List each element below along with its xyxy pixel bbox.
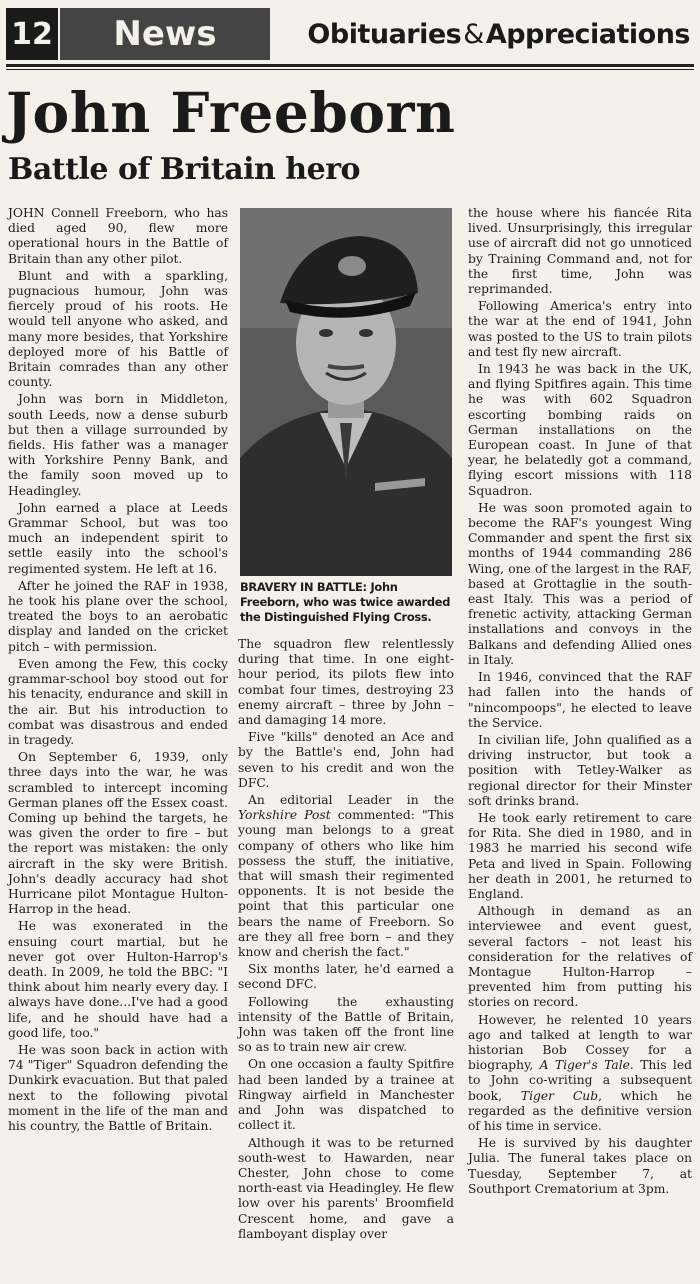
paragraph-text: An editorial Leader in the: [248, 793, 454, 808]
publication-name: Yorkshire Post: [238, 808, 331, 823]
article-column-1: [8, 206, 228, 1136]
paragraph: [468, 1013, 692, 1135]
caption-text: John Freeborn, who was twice awarded the Distinguished Flying Cross.: [240, 580, 451, 624]
portrait-photo: [240, 208, 452, 576]
paragraph-text: commented: "This young man belongs to a great company of others who like him possess the stuff, the initiative, that will smash their regimented opponents. It is not beside the point that this particular one bears the name of Freeborn. So are they all free born – and they know and cherish the fact.": [238, 808, 454, 960]
paragraph-text: , which he regarded as the definitive version of his time in service.: [468, 1088, 692, 1133]
paragraph: After he joined the RAF in 1938, he took his plane over the school, treated the boys to an aerobatic display and landed on the cricket pitch – with permission.: [8, 578, 228, 654]
paragraph: Although in demand as an interviewee and event guest, several factors – not least his consideration for the relatives of Montague Hulton-Harrop – prevented him from putting his stories on record.: [468, 904, 692, 1010]
masthead-rule-thin: [6, 69, 694, 70]
subsection-appreciations: Appreciations: [485, 18, 690, 50]
paragraph: He was soon back in action with 74 "Tiger" Squadron defending the Dunkirk evacuation. But that paled next to the following pivotal moment in the life of the man and his country, the Battle of Britain.: [8, 1042, 228, 1133]
paragraph: JOHN Connell Freeborn, who has died aged 90, flew more operational hours in the Battle of Britain than any other pilot.: [8, 206, 228, 266]
photo-caption: [240, 580, 454, 625]
masthead: [6, 8, 694, 60]
headline: John Freeborn: [6, 80, 456, 145]
paragraph: Following America's entry into the war at the end of 1941, John was posted to the US to train pilots and test fly new aircraft.: [468, 299, 692, 359]
article-column-2: [238, 637, 454, 1244]
subsection-ampersand: &: [463, 18, 484, 50]
masthead-rule: [6, 64, 694, 67]
paragraph-text: . This led to John co-writing a subsequent book,: [468, 1058, 692, 1103]
paragraph: On September 6, 1939, only three days into the war, he was scrambled to intercept incoming German planes off the Essex coast. Coming up behind the targets, he was given the order to fire – but the report was mistaken: the only aircraft in the sky were British. John's deadly accuracy had shot Hurricane pilot Montague Hulton-Harrop in the head.: [8, 750, 228, 917]
paragraph: Six months later, he'd earned a second DFC.: [238, 962, 454, 992]
paragraph: the house where his fiancée Rita lived. Unsurprisingly, this irregular use of aircraft did not go unnoticed by Training Command and, not for the first time, John was reprimanded.: [468, 206, 692, 297]
paragraph: [238, 793, 454, 960]
paragraph: In civilian life, John qualified as a driving instructor, but took a position with Tetley-Walker as regional director for their Minster soft drinks brand.: [468, 732, 692, 808]
paragraph: Following the exhausting intensity of the Battle of Britain, John was taken off the front line so as to train new air crew.: [238, 994, 454, 1055]
paragraph: John earned a place at Leeds Grammar School, but was too much an independent spirit to settle easily into the school's regimented system. He left at 16.: [8, 500, 228, 576]
paragraph: In 1946, convinced that the RAF had fallen into the hands of "nincompoops", he elected to leave the Service.: [468, 670, 692, 730]
section-label: News: [58, 8, 270, 60]
paragraph: John was born in Middleton, south Leeds, now a dense suburb but then a village surrounded by fields. His father was a manager with Yorkshire Penny Bank, and the family soon moved up to Headingley.: [8, 392, 228, 498]
book-title: A Tiger's Tale: [539, 1058, 630, 1073]
paragraph: The squadron flew relentlessly during that time. In one eight-hour period, its pilots flew into combat four times, destroying 23 enemy aircraft – three by John – and damaging 14 more.: [238, 637, 454, 728]
paragraph: He took early retirement to care for Rita. She died in 1980, and in 1983 he married his second wife Peta and lived in Spain. Following her death in 2001, he returned to England.: [468, 810, 692, 901]
paragraph: Although it was to be returned south-west to Hawarden, near Chester, John chose to come north-east via Headingley. He flew low over his parents' Broomfield Crescent home, and gave a flamboyant display over: [238, 1135, 454, 1241]
subsection-label: [270, 8, 694, 60]
paragraph: He was exonerated in the ensuing court martial, but he never got over Hulton-Harrop's death. In 2009, he told the BBC: "I think about him nearly every day. I always have done...I've had a good life, and he should have had a good life, too.": [8, 919, 228, 1040]
paragraph: In 1943 he was back in the UK, and flying Spitfires again. This time he was with 602 Squadron escorting bombing raids on German installations on the European coast. In June of that year, he belatedly got a command, flying escort missions with 118 Squadron.: [468, 362, 692, 498]
article-column-3: [468, 206, 692, 1199]
paragraph: Even among the Few, this cocky grammar-school boy stood out for his tenacity, endurance and skill in the air. But his introduction to combat was disastrous and ended in tragedy.: [8, 656, 228, 747]
pilot-portrait-icon: [240, 208, 452, 576]
paragraph: He was soon promoted again to become the RAF's youngest Wing Commander and spent the first six months of 1944 commanding 286 Wing, one of the largest in the RAF, based at Grottaglie in the south-east Italy. This was a period of frenetic activity, attacking German installations and convoys in the Balkans and defending Allied ones in Italy.: [468, 500, 692, 667]
paragraph-text: However, he relented 10 years ago and talked at length to war historian Bob Cossey for a biography,: [468, 1012, 692, 1073]
standfirst: Battle of Britain hero: [8, 152, 361, 187]
caption-lead: BRAVERY IN BATTLE:: [240, 580, 367, 594]
paragraph: Blunt and with a sparkling, pugnacious humour, John was fiercely proud of his roots. He would tell anyone who asked, and many more besides, that Yorkshire deployed more of his Battle of Britain comrades than any other county.: [8, 268, 228, 390]
paragraph: Five "kills" denoted an Ace and by the Battle's end, John had seven to his credit and won the DFC.: [238, 730, 454, 790]
page-number: 12: [6, 8, 58, 60]
subsection-obituaries: Obituaries: [307, 18, 462, 50]
book-title: Tiger Cub: [520, 1088, 599, 1103]
paragraph: He is survived by his daughter Julia. The funeral takes place on Tuesday, September 7, at Southport Crematorium at 3pm.: [468, 1136, 692, 1196]
paragraph: On one occasion a faulty Spitfire had been landed by a trainee at Ringway airfield in Manchester and John was dispatched to collect it.: [238, 1057, 454, 1133]
